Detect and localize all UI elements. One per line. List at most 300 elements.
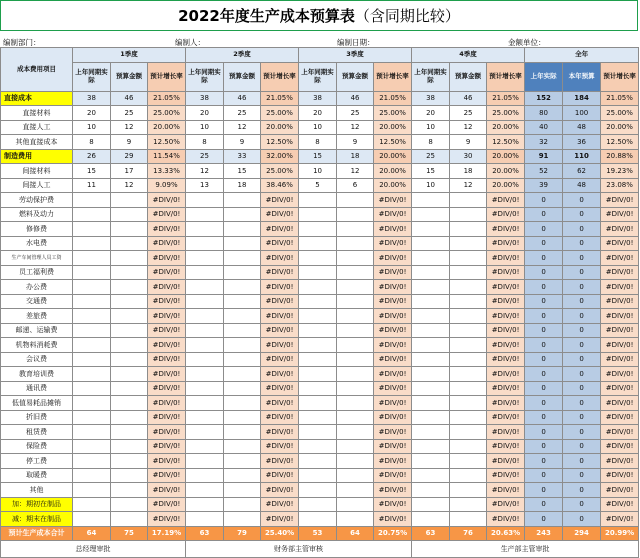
amount-cell <box>337 294 374 309</box>
year-growth-cell: 23.08% <box>601 178 639 193</box>
amount-cell <box>299 425 337 440</box>
amount-cell <box>111 309 148 324</box>
growth-rate-cell: #DIV/0! <box>148 207 186 222</box>
amount-cell <box>186 352 224 367</box>
table-row <box>1 483 639 498</box>
amount-cell <box>299 468 337 483</box>
footer-finance: 财务部主管审核 <box>186 541 412 558</box>
growth-rate-cell: #DIV/0! <box>261 280 299 295</box>
amount-cell <box>111 251 148 266</box>
amount-cell <box>73 454 111 469</box>
amount-cell <box>224 236 261 251</box>
amount-cell <box>73 425 111 440</box>
amount-cell <box>450 439 487 454</box>
row-label: 保险费 <box>1 439 73 454</box>
amount-cell <box>450 497 487 512</box>
amount-cell <box>337 338 374 353</box>
amount-cell <box>111 512 148 527</box>
subheader-cell: 预算金额 <box>450 62 487 91</box>
header-q2: 2季度 <box>186 48 299 63</box>
amount-cell <box>224 439 261 454</box>
amount-cell <box>299 497 337 512</box>
row-label: 水电费 <box>1 236 73 251</box>
year-amount-cell: 52 <box>525 164 563 179</box>
total-cell: 20.63% <box>487 526 525 541</box>
growth-rate-cell: #DIV/0! <box>261 236 299 251</box>
amount-cell <box>412 309 450 324</box>
amount-cell <box>337 323 374 338</box>
amount-cell: 10 <box>412 120 450 135</box>
amount-cell <box>450 323 487 338</box>
amount-cell <box>73 410 111 425</box>
amount-cell <box>73 381 111 396</box>
amount-cell <box>111 425 148 440</box>
amount-cell <box>224 251 261 266</box>
subheader-cell: 预算金额 <box>224 62 261 91</box>
year-amount-cell: 0 <box>525 294 563 309</box>
table-row <box>1 454 639 469</box>
growth-rate-cell: #DIV/0! <box>148 265 186 280</box>
amount-cell <box>186 222 224 237</box>
amount-cell <box>412 381 450 396</box>
year-growth-cell: #DIV/0! <box>601 280 639 295</box>
amount-cell <box>337 483 374 498</box>
amount-cell: 29 <box>111 149 148 164</box>
growth-rate-cell: 11.54% <box>148 149 186 164</box>
growth-rate-cell: #DIV/0! <box>487 309 525 324</box>
amount-cell <box>450 251 487 266</box>
amount-cell <box>224 338 261 353</box>
meta-dept: 编制部门： <box>3 38 41 47</box>
amount-cell: 15 <box>73 164 111 179</box>
year-growth-cell: #DIV/0! <box>601 439 639 454</box>
amount-cell <box>299 251 337 266</box>
growth-rate-cell: #DIV/0! <box>487 497 525 512</box>
amount-cell: 20 <box>186 106 224 121</box>
growth-rate-cell: #DIV/0! <box>261 497 299 512</box>
amount-cell <box>412 222 450 237</box>
growth-rate-cell: #DIV/0! <box>487 193 525 208</box>
growth-rate-cell: #DIV/0! <box>374 294 412 309</box>
year-amount-cell: 62 <box>563 164 601 179</box>
amount-cell <box>111 222 148 237</box>
header-q3: 3季度 <box>299 48 412 63</box>
amount-cell <box>224 222 261 237</box>
amount-cell <box>73 323 111 338</box>
amount-cell <box>337 367 374 382</box>
amount-cell: 5 <box>299 178 337 193</box>
year-amount-cell: 0 <box>525 410 563 425</box>
growth-rate-cell: #DIV/0! <box>374 410 412 425</box>
growth-rate-cell: #DIV/0! <box>148 439 186 454</box>
amount-cell: 12 <box>337 120 374 135</box>
amount-cell <box>337 425 374 440</box>
amount-cell: 25 <box>412 149 450 164</box>
year-amount-cell: 0 <box>563 207 601 222</box>
amount-cell <box>337 207 374 222</box>
table-row <box>1 294 639 309</box>
year-growth-cell: 20.88% <box>601 149 639 164</box>
amount-cell <box>224 193 261 208</box>
amount-cell <box>450 309 487 324</box>
amount-cell <box>224 483 261 498</box>
growth-rate-cell: #DIV/0! <box>374 222 412 237</box>
table-row <box>1 265 639 280</box>
growth-rate-cell: #DIV/0! <box>148 497 186 512</box>
subheader-cell: 上年同期实际 <box>73 62 111 91</box>
amount-cell: 15 <box>299 149 337 164</box>
amount-cell <box>73 265 111 280</box>
growth-rate-cell: #DIV/0! <box>261 425 299 440</box>
growth-rate-cell: #DIV/0! <box>487 439 525 454</box>
growth-rate-cell: #DIV/0! <box>487 410 525 425</box>
growth-rate-cell: #DIV/0! <box>487 251 525 266</box>
amount-cell <box>186 280 224 295</box>
year-growth-cell: 21.05% <box>601 91 639 106</box>
year-amount-cell: 48 <box>563 120 601 135</box>
amount-cell: 46 <box>450 91 487 106</box>
growth-rate-cell: 21.05% <box>487 91 525 106</box>
amount-cell: 38 <box>299 91 337 106</box>
growth-rate-cell: #DIV/0! <box>261 207 299 222</box>
year-amount-cell: 0 <box>563 381 601 396</box>
growth-rate-cell: #DIV/0! <box>148 280 186 295</box>
amount-cell <box>73 483 111 498</box>
amount-cell <box>111 454 148 469</box>
amount-cell <box>111 294 148 309</box>
year-growth-cell: #DIV/0! <box>601 454 639 469</box>
growth-rate-cell: #DIV/0! <box>374 512 412 527</box>
subheader-cell: 预计增长率 <box>261 62 299 91</box>
amount-cell <box>186 381 224 396</box>
table-row <box>1 367 639 382</box>
row-label: 劳动保护费 <box>1 193 73 208</box>
table-row <box>1 106 639 121</box>
table-row <box>1 338 639 353</box>
amount-cell <box>111 497 148 512</box>
year-amount-cell: 0 <box>525 512 563 527</box>
total-year-cell: 243 <box>525 526 563 541</box>
year-amount-cell: 0 <box>563 193 601 208</box>
amount-cell <box>299 454 337 469</box>
header-q1: 1季度 <box>73 48 186 63</box>
amount-cell: 25 <box>111 106 148 121</box>
amount-cell: 9 <box>224 135 261 150</box>
row-label: 修修费 <box>1 222 73 237</box>
year-growth-cell: #DIV/0! <box>601 396 639 411</box>
year-growth-cell: #DIV/0! <box>601 207 639 222</box>
amount-cell <box>224 512 261 527</box>
year-amount-cell: 0 <box>563 454 601 469</box>
table-row <box>1 381 639 396</box>
amount-cell <box>299 352 337 367</box>
growth-rate-cell: #DIV/0! <box>374 309 412 324</box>
amount-cell <box>186 338 224 353</box>
meta-preparer: 编制人： <box>175 38 205 47</box>
year-amount-cell: 40 <box>525 120 563 135</box>
amount-cell <box>337 193 374 208</box>
amount-cell <box>337 512 374 527</box>
table-row <box>1 410 639 425</box>
growth-rate-cell: #DIV/0! <box>261 265 299 280</box>
growth-rate-cell: 21.05% <box>374 91 412 106</box>
amount-cell <box>224 207 261 222</box>
year-growth-cell: #DIV/0! <box>601 512 639 527</box>
amount-cell: 8 <box>412 135 450 150</box>
year-growth-cell: #DIV/0! <box>601 236 639 251</box>
amount-cell <box>299 323 337 338</box>
amount-cell <box>111 265 148 280</box>
meta-unit: 金额单位： <box>508 38 546 47</box>
growth-rate-cell: #DIV/0! <box>148 468 186 483</box>
year-amount-cell: 0 <box>563 265 601 280</box>
row-label: 间接人工 <box>1 178 73 193</box>
table-row <box>1 309 639 324</box>
growth-rate-cell: #DIV/0! <box>487 280 525 295</box>
amount-cell <box>412 454 450 469</box>
amount-cell <box>337 309 374 324</box>
year-amount-cell: 0 <box>563 323 601 338</box>
amount-cell: 33 <box>224 149 261 164</box>
amount-cell <box>111 338 148 353</box>
amount-cell <box>450 280 487 295</box>
growth-rate-cell: #DIV/0! <box>487 338 525 353</box>
growth-rate-cell: 32.00% <box>261 149 299 164</box>
subheader-cell: 预计增长率 <box>487 62 525 91</box>
growth-rate-cell: 12.50% <box>487 135 525 150</box>
year-growth-cell: #DIV/0! <box>601 352 639 367</box>
year-amount-cell: 80 <box>525 106 563 121</box>
growth-rate-cell: 21.05% <box>261 91 299 106</box>
growth-rate-cell: #DIV/0! <box>148 410 186 425</box>
amount-cell <box>73 338 111 353</box>
year-growth-cell: #DIV/0! <box>601 410 639 425</box>
year-amount-cell: 152 <box>525 91 563 106</box>
growth-rate-cell: #DIV/0! <box>374 207 412 222</box>
growth-rate-cell: 20.00% <box>487 149 525 164</box>
amount-cell: 11 <box>73 178 111 193</box>
year-growth-cell: #DIV/0! <box>601 251 639 266</box>
amount-cell: 20 <box>299 106 337 121</box>
row-label: 邮递、运输费 <box>1 323 73 338</box>
amount-cell: 13 <box>186 178 224 193</box>
amount-cell <box>186 468 224 483</box>
amount-cell: 26 <box>73 149 111 164</box>
year-growth-cell: #DIV/0! <box>601 265 639 280</box>
amount-cell <box>299 410 337 425</box>
year-amount-cell: 48 <box>563 178 601 193</box>
footer-row <box>1 541 639 558</box>
amount-cell <box>186 251 224 266</box>
title-sub: （含同期比较） <box>354 7 460 25</box>
amount-cell <box>186 410 224 425</box>
title-main: 2022年度生产成本预算表 <box>178 7 355 25</box>
subheader-cell: 预算金额 <box>111 62 148 91</box>
growth-rate-cell: #DIV/0! <box>487 454 525 469</box>
amount-cell: 8 <box>73 135 111 150</box>
amount-cell <box>450 207 487 222</box>
table-row <box>1 280 639 295</box>
amount-cell <box>337 396 374 411</box>
amount-cell <box>224 294 261 309</box>
growth-rate-cell: #DIV/0! <box>261 468 299 483</box>
amount-cell <box>73 309 111 324</box>
row-label: 交通费 <box>1 294 73 309</box>
amount-cell <box>73 280 111 295</box>
year-amount-cell: 0 <box>525 193 563 208</box>
amount-cell <box>73 294 111 309</box>
header-year: 全年 <box>525 48 639 63</box>
footer-production: 生产部主管审批 <box>412 541 639 558</box>
total-cell: 17.19% <box>148 526 186 541</box>
amount-cell <box>450 483 487 498</box>
row-label: 间接材料 <box>1 164 73 179</box>
amount-cell <box>412 352 450 367</box>
amount-cell <box>412 265 450 280</box>
amount-cell <box>299 193 337 208</box>
growth-rate-cell: 20.00% <box>261 120 299 135</box>
growth-rate-cell: #DIV/0! <box>487 207 525 222</box>
year-amount-cell: 0 <box>563 497 601 512</box>
growth-rate-cell: #DIV/0! <box>148 352 186 367</box>
year-amount-cell: 0 <box>563 222 601 237</box>
amount-cell <box>299 222 337 237</box>
total-cell: 76 <box>450 526 487 541</box>
year-amount-cell: 0 <box>525 367 563 382</box>
growth-rate-cell: 12.50% <box>261 135 299 150</box>
row-label: 其他直接成本 <box>1 135 73 150</box>
amount-cell <box>224 410 261 425</box>
growth-rate-cell: #DIV/0! <box>487 468 525 483</box>
amount-cell <box>73 236 111 251</box>
row-label: 燃料及动力 <box>1 207 73 222</box>
growth-rate-cell: #DIV/0! <box>261 512 299 527</box>
growth-rate-cell: #DIV/0! <box>148 193 186 208</box>
amount-cell: 18 <box>224 178 261 193</box>
amount-cell <box>186 207 224 222</box>
amount-cell <box>111 396 148 411</box>
amount-cell: 12 <box>337 164 374 179</box>
year-growth-cell: 20.00% <box>601 120 639 135</box>
total-cell: 75 <box>111 526 148 541</box>
amount-cell <box>450 410 487 425</box>
growth-rate-cell: #DIV/0! <box>487 352 525 367</box>
amount-cell: 6 <box>337 178 374 193</box>
growth-rate-cell: 25.00% <box>261 106 299 121</box>
amount-cell <box>337 454 374 469</box>
amount-cell <box>412 338 450 353</box>
amount-cell <box>224 265 261 280</box>
subheader-cell: 上年同期实际 <box>299 62 337 91</box>
amount-cell: 25 <box>337 106 374 121</box>
amount-cell: 9 <box>111 135 148 150</box>
year-amount-cell: 0 <box>563 483 601 498</box>
growth-rate-cell: #DIV/0! <box>374 468 412 483</box>
amount-cell <box>299 367 337 382</box>
growth-rate-cell: #DIV/0! <box>487 483 525 498</box>
amount-cell <box>111 323 148 338</box>
amount-cell <box>337 222 374 237</box>
subheader-year-cell: 预计增长率 <box>601 62 639 91</box>
amount-cell <box>412 512 450 527</box>
amount-cell <box>111 410 148 425</box>
table-row <box>1 512 639 527</box>
growth-rate-cell: 25.00% <box>261 164 299 179</box>
amount-cell <box>412 251 450 266</box>
row-label: 低值易耗品摊销 <box>1 396 73 411</box>
amount-cell <box>412 294 450 309</box>
amount-cell <box>450 425 487 440</box>
growth-rate-cell: 20.00% <box>374 178 412 193</box>
subheader-cell: 预计增长率 <box>374 62 412 91</box>
amount-cell <box>412 497 450 512</box>
amount-cell <box>224 381 261 396</box>
growth-rate-cell: #DIV/0! <box>148 236 186 251</box>
growth-rate-cell: #DIV/0! <box>261 454 299 469</box>
row-label: 通讯费 <box>1 381 73 396</box>
amount-cell <box>412 439 450 454</box>
year-amount-cell: 0 <box>525 381 563 396</box>
year-amount-cell: 39 <box>525 178 563 193</box>
year-amount-cell: 0 <box>525 483 563 498</box>
growth-rate-cell: #DIV/0! <box>487 236 525 251</box>
year-amount-cell: 0 <box>525 222 563 237</box>
growth-rate-cell: 38.46% <box>261 178 299 193</box>
total-cell: 64 <box>337 526 374 541</box>
amount-cell: 10 <box>186 120 224 135</box>
year-amount-cell: 0 <box>525 280 563 295</box>
row-label: 停工费 <box>1 454 73 469</box>
amount-cell: 10 <box>299 120 337 135</box>
amount-cell <box>450 352 487 367</box>
subheader-cell: 预计增长率 <box>148 62 186 91</box>
amount-cell <box>224 367 261 382</box>
year-amount-cell: 0 <box>525 323 563 338</box>
amount-cell <box>299 207 337 222</box>
growth-rate-cell: 20.00% <box>374 120 412 135</box>
amount-cell: 9 <box>337 135 374 150</box>
amount-cell <box>186 294 224 309</box>
year-amount-cell: 0 <box>525 236 563 251</box>
growth-rate-cell: #DIV/0! <box>261 323 299 338</box>
growth-rate-cell: #DIV/0! <box>148 367 186 382</box>
growth-rate-cell: 20.00% <box>374 164 412 179</box>
year-amount-cell: 0 <box>563 425 601 440</box>
year-amount-cell: 91 <box>525 149 563 164</box>
growth-rate-cell: #DIV/0! <box>487 425 525 440</box>
total-cell: 25.40% <box>261 526 299 541</box>
year-amount-cell: 0 <box>525 207 563 222</box>
amount-cell: 46 <box>337 91 374 106</box>
growth-rate-cell: 20.00% <box>487 120 525 135</box>
total-cell: 63 <box>412 526 450 541</box>
amount-cell: 18 <box>337 149 374 164</box>
growth-rate-cell: #DIV/0! <box>148 294 186 309</box>
growth-rate-cell: #DIV/0! <box>261 396 299 411</box>
amount-cell: 12 <box>224 120 261 135</box>
footer-gm: 总经理审批 <box>1 541 186 558</box>
year-growth-cell: 25.00% <box>601 106 639 121</box>
year-amount-cell: 0 <box>525 425 563 440</box>
amount-cell <box>73 367 111 382</box>
growth-rate-cell: #DIV/0! <box>374 338 412 353</box>
year-amount-cell: 0 <box>525 352 563 367</box>
growth-rate-cell: 25.00% <box>148 106 186 121</box>
year-amount-cell: 0 <box>563 410 601 425</box>
year-amount-cell: 36 <box>563 135 601 150</box>
growth-rate-cell: #DIV/0! <box>374 352 412 367</box>
year-amount-cell: 0 <box>525 265 563 280</box>
